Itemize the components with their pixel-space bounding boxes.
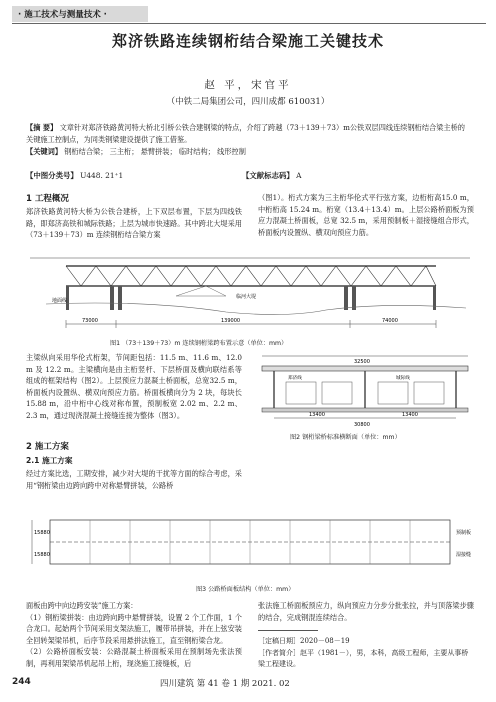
- fig3-dim-bottom: 15880: [34, 552, 50, 558]
- right-bottom-text: 张法施工桥面板预应力，纵向预应力分步分批张拉，并与顶落梁步骤的结合，完成钢混连续结合。: [258, 601, 474, 622]
- figure-2-cross-section: [254, 352, 476, 428]
- fig2-width-left: 13400: [309, 412, 325, 418]
- fig1-dim-1: 73000: [82, 318, 98, 324]
- classification-value: U448. 21⁺1: [80, 171, 124, 180]
- fig1-dike-label: 临河大堤: [236, 294, 257, 300]
- cross-section-diagram: [254, 352, 476, 428]
- section1-text: 郑济铁路黄河特大桥为公铁合建桥，上下双层布置，下层为四线铁路，即郑济高铁和城际铁路；上层为城市快速路。其中跨北大堤采用（73＋139＋73）m 连续钢桁结合梁方案: [26, 207, 242, 240]
- section-header: · 施工技术与测量技术 ·: [18, 10, 107, 20]
- abstract-text: 文章针对郑济铁路黄河特大桥北引桥公铁合建钢梁的特点，介绍了跨越（73＋139＋73）m公铁双层四线连续钢桁结合梁主桥的关键施工控制点，为同类钢梁建设提供了施工借鉴。: [26, 123, 465, 144]
- figure-3-deck-plan: [26, 510, 474, 580]
- figure-3-caption: 图3 公路桥面板结构（单位：mm）: [196, 586, 295, 593]
- figure-1-elevation: [26, 252, 474, 334]
- fig1-dim-2: 139000: [221, 318, 241, 324]
- keywords-text: 钢桁结合梁； 三主桁； 悬臂拼装； 临时结构； 线形控制: [64, 147, 246, 156]
- received-date: ［定稿日期］2020－08－19: [258, 637, 350, 645]
- left-bottom-p1: 面板由跨中向边跨安装”施工方案：: [26, 601, 138, 610]
- keywords-label: 【关键词】: [26, 147, 62, 156]
- deck-plan-diagram: [26, 510, 474, 580]
- bridge-elevation-diagram: [26, 252, 474, 334]
- doc-code-value: A: [296, 171, 302, 180]
- fig1-dim-3: 74000: [382, 318, 398, 324]
- fig3-tag-joint: 湿接缝: [456, 552, 472, 558]
- abstract-label: 【摘 要】: [26, 123, 58, 132]
- fig2-track-label-2: 城际线: [396, 376, 410, 381]
- figure-1-caption: 图1 （73＋139＋73）m 连续钢桁梁跨布置示意（单位：mm）: [110, 340, 288, 347]
- figure-2-caption: 图2 钢桁梁桥标准横断面（单位：mm）: [290, 434, 401, 441]
- left-bottom-p2: （1）钢桁梁拼装：由边跨向跨中悬臂拼装，设置 2 个工作面，1 个合龙口。起始两个节间采用支架法施工，履带吊拼装，并在上弦安装全回转架梁吊机，后序节段采用悬拼法施工，直至钢桁梁合龙。: [26, 612, 242, 645]
- fig2-width-right: 13400: [402, 412, 418, 418]
- fig1-ground-label: 地面线: [52, 298, 68, 304]
- fig2-width-total: 32500: [354, 359, 370, 365]
- author-bio: ［作者简介］赵平（1981－），男，本科，高级工程师，主要从事桥梁工程建设。: [258, 649, 469, 668]
- journal-info: 四川建筑 第 41 卷 1 期 2021. 02: [160, 679, 290, 689]
- article-title: 郑济铁路连续钢桁结合梁施工关键技术: [111, 32, 384, 50]
- fig2-track-label-1: 郑济线: [288, 376, 302, 381]
- authors: 赵 平，宋官平: [204, 79, 292, 91]
- left-bottom-text: [26, 600, 242, 670]
- fig3-dim-top: 15880: [34, 530, 50, 536]
- header-rule: [12, 23, 486, 24]
- abstract-block: [26, 122, 472, 158]
- affiliation: （中铁二局集团公司，四川成都 610031）: [166, 97, 330, 107]
- section1-heading: 1 工程概况: [26, 194, 69, 204]
- doc-code-label: 【文献标志码】: [242, 171, 294, 180]
- notes-rule: [258, 630, 318, 631]
- left-bottom-p3: （2）公路桥面板安装：公路混凝土桥面板采用在预制场先张法预制，再利用架梁吊机起吊上桁，现浇施工接缝板，后: [26, 647, 242, 668]
- section2-heading: 2 施工方案: [26, 442, 69, 452]
- right-intro-text: （图1）。桁式方案为三主桁华伦式平行弦方案，边桁桁高15.0 m，中桁桁高 15.24 m。桁宽（13.4＋13.4）m。上层公路桥面板为预应力混凝土桥面板，总宽 32.5 m，采用预制板＋湿接缝组合形式，桥面板内设置纵、横双向预应力筋。: [258, 193, 474, 237]
- classification: [26, 170, 123, 181]
- section2-text: 经过方案比选，工期安排，减少对大堤的干扰等方面的综合考虑，采用“钢桁梁由边跨向跨中对称悬臂拼装，公路桥: [26, 469, 242, 490]
- fig2-width-bottom: 30800: [354, 422, 370, 428]
- document-code: [242, 170, 301, 181]
- section2-subheading: 2.1 施工方案: [26, 456, 73, 465]
- section1-continued: 主梁纵向采用华伦式桁架，节间距包括：11.5 m、11.6 m、12.0 m 及 12.2 m。主梁横向是由主桁竖杆、下层桥面及横向联结系等组成的框架结构（图2）。上层预应力混凝土桥面板，总宽32.5 m，桥面板内设置纵、横双向预应力筋。桥面板横向分为 2 块，每块长 15.88 m，沿中桁中心线对称布置，预制板宽 2.02 m、2.2 m、2.3 m，通过现浇混凝土接缝连接为整体（图3）。: [26, 353, 242, 420]
- page-number: 244: [12, 677, 31, 687]
- classification-label: 【中图分类号】: [26, 171, 78, 180]
- fig3-tag-precast: 预制板: [456, 530, 472, 536]
